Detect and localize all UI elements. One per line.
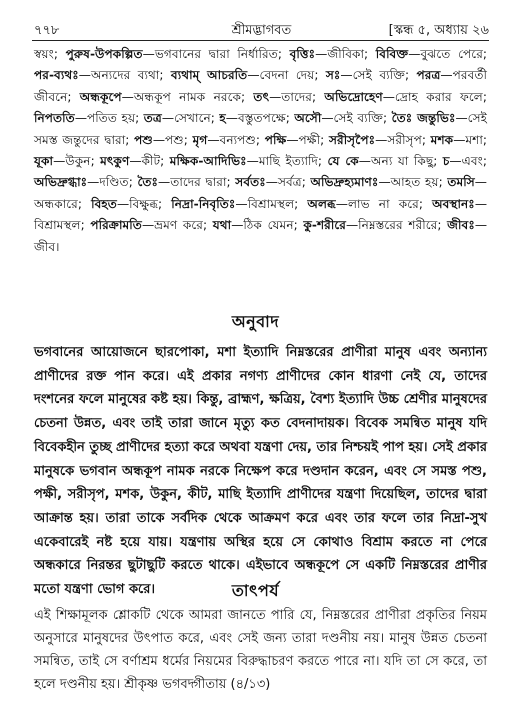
synonym-term: চ	[442, 154, 450, 169]
synonym-meaning: —বিশ্রামস্থল;	[34, 196, 487, 233]
synonym-term: যূকা	[34, 154, 54, 169]
synonym-meaning: —সেই সমস্ত জন্তুদের দ্বারা;	[34, 111, 487, 147]
synonym-meaning: —দণ্ডিত;	[87, 175, 138, 190]
synonym-term: যে কে	[327, 154, 359, 169]
synonym-term: অসৌ	[294, 111, 322, 126]
synonym-term: পশু	[134, 132, 153, 147]
synonym-term: নিপততি	[34, 111, 75, 126]
synonym-term: বৃত্তিঃ	[289, 47, 316, 61]
synonym-meaning: —সেখানে;	[161, 111, 220, 126]
synonym-term: বিহত	[91, 196, 117, 211]
page-number: ৭৭৮	[34, 23, 60, 38]
synonym-meaning: —তাদের দ্বারা;	[158, 175, 236, 190]
chapter-reference: [স্কন্ধ ৫, অধ্যায় ২৬	[388, 23, 489, 38]
synonym-term: মৃগ	[192, 132, 208, 147]
synonym-meaning: —বন্যপশু;	[207, 132, 265, 147]
synonym-meaning: —জীবিকা;	[315, 47, 376, 61]
synonym-term: পুরুষ-উপকল্পিত	[65, 47, 143, 61]
synonym-term: মশক	[430, 132, 454, 147]
synonym-meaning: —পতিত হয়;	[74, 111, 144, 126]
synonym-meaning: —সরীসৃপ;	[375, 132, 431, 147]
synonym-term: পরত্র	[416, 68, 441, 83]
synonym-meaning: —তাদের;	[269, 89, 325, 104]
synonym-term: অভিদ্রুহ্যমাণঃ	[310, 175, 379, 190]
synonym-meaning: —বেদনা দেয়;	[247, 68, 326, 83]
synonym-term: তমসি	[447, 175, 475, 190]
word-for-word-synonyms	[34, 44, 487, 258]
synonym-term: অভিদ্রোহেণ	[324, 89, 383, 104]
synonym-term: সর্বতঃ	[235, 175, 266, 190]
synonym-meaning: —নিম্নস্তরের শরীরে;	[345, 218, 448, 233]
synonym-term: বিবিক্ত	[375, 47, 409, 61]
synonym-term: হ	[219, 111, 226, 126]
synonym-term: তৎ	[253, 89, 270, 104]
synonym-meaning: —উকুন;	[53, 154, 101, 169]
synonym-term: যথা	[212, 218, 232, 233]
synonym-term: কু-শরীরে	[303, 218, 346, 233]
purport-heading: তাৎপর্য	[231, 581, 280, 600]
synonym-meaning: —ভ্রমণ করে;	[141, 218, 213, 233]
synonym-meaning: স্বয়ং;	[34, 47, 66, 61]
synonym-term: জীবঃ	[447, 218, 475, 233]
translation-paragraph: ভগবানের আয়োজনে ছারপোকা, মশা ইত্যাদি নিম্নস্তরের প্রাণীরা মানুষ এবং অন্যান্য প্রাণীদের রক্ত পান করে। এই প্রকার নগণ্য প্রাণীদের কোন ধারণা নেই যে, তাদের দংশনের ফলে মানুষের কষ্ট হয়। কিন্তু, ব্রাহ্মণ, ক্ষত্রিয়, বৈশ্য ইত্যাদি উচ্চ শ্রেণীর মানুষদের চেতনা উন্নত, এবং তাই তারা জানে মৃত্যু কত বেদনাদায়ক। বিবেক সমন্বিত মানুষ যদি বিবেকহীন তুচ্ছ প্রাণীদের হত্যা করে অথবা যন্ত্রণা দেয়, তার নিশ্চয়ই পাপ হয়। সেই প্রকার মানুষকে ভগবান অন্ধকূপ নামক নরকে নিক্ষেপ করে দণ্ডদান করেন, এবং সে সমস্ত পশু, পক্ষী, সরীসৃপ, মশক, উকুন, কীট, মাছি ইত্যাদি প্রাণীদের যন্ত্রণা দিয়েছিল, তাদের দ্বারা আক্রান্ত হয়। তারা তাকে সর্বদিক থেকে আক্রমণ করে এবং তার ফলে তার নিদ্রা-সুখ একেবারেই নষ্ট হয়ে যায়। যন্ত্রণায় অস্থির হয়ে সে কোথাও বিশ্রাম করতে না পেরে অন্ধকারে নিরন্তর ছুটাছুটি করতে থাকে। এইভাবে অন্ধকূপে সে একটি নিম্নস্তরের প্রাণীর মতো যন্ত্রণা ভোগ করে।	[34, 345, 487, 598]
synonym-term: অবস্থানঃ	[432, 196, 475, 211]
synonym-meaning: —অন্ধকারে;	[34, 175, 487, 211]
synonym-term: সরীসৃপৈঃ	[328, 132, 376, 147]
synonym-term: তত্র	[143, 111, 162, 126]
synonym-term: ব্যথাম্ আচরতি	[170, 68, 248, 83]
synonym-meaning: —বস্তুতপক্ষে;	[225, 111, 295, 126]
synonym-meaning: —সেই ব্যক্তি;	[321, 111, 392, 126]
synonym-meaning: —পরবর্তী জীবনে;	[34, 68, 487, 104]
synonym-meaning: —পশু;	[152, 132, 193, 147]
synonym-meaning: —ভগবানের দ্বারা নির্ধারিত;	[142, 47, 290, 61]
synonym-meaning: —মশা;	[453, 132, 487, 147]
synonym-meaning: —মাছি ইত্যাদি;	[246, 154, 328, 169]
synonym-meaning: —আহত হয়;	[378, 175, 448, 190]
synonym-term: অভিদ্রুগ্ধাঃ	[34, 175, 88, 190]
synonym-term: তৈঃ জন্তুভিঃ	[391, 111, 456, 126]
synonym-term: মৎকুণ	[100, 154, 130, 169]
header-divider	[32, 40, 489, 41]
synonym-meaning: —জীব।	[34, 218, 487, 254]
synonym-meaning: —ঠিক যেমন;	[231, 218, 304, 233]
purport-paragraph: এই শিক্ষামূলক শ্লোকটি থেকে আমরা জানতে পারি যে, নিম্নস্তরের প্রাণীরা প্রকৃতির নিয়ম অনুসারে মানুষদের উৎপাত করে, এবং সেই জন্য তারা দণ্ডনীয় নয়। মানুষ উন্নত চেতনা সমন্বিত, তাই সে বর্ণাশ্রম ধর্মের নিয়মের বিরুদ্ধাচরণ করতে পারে না। যদি তা সে করে, তা হলে দণ্ডনীয় হয়। শ্রীকৃষ্ণ ভগবদ্গীতায় (৪/১৩)	[34, 608, 487, 692]
synonym-meaning: —এবং;	[449, 154, 487, 169]
synonym-meaning: —কীট;	[129, 154, 170, 169]
translation-heading: অনুবাদ	[231, 312, 280, 331]
book-title: শ্রীমদ্ভাগবত	[231, 23, 292, 38]
synonym-term: অলব্ধ	[307, 196, 336, 211]
synonym-meaning: —লাভ না করে;	[335, 196, 433, 211]
synonym-term: তৈঃ	[137, 175, 159, 190]
synonym-meaning: —বিশ্রামস্থল;	[235, 196, 308, 211]
synonym-term: নিদ্রা-নিবৃতিঃ	[171, 196, 236, 211]
synonym-meaning: —অন্য যা কিছু;	[358, 154, 443, 169]
page-header	[34, 22, 489, 40]
synonym-term: সঃ	[325, 68, 341, 83]
synonym-meaning: —দ্রোহ করার ফলে;	[382, 89, 487, 104]
synonym-meaning: —বুঝতে পেরে;	[408, 47, 488, 61]
synonym-meaning: —বিক্ষুব্ধ;	[116, 196, 172, 211]
synonym-meaning: —সেই ব্যক্তি;	[340, 68, 417, 83]
synonym-term: পরিক্রামতি	[90, 218, 142, 233]
synonym-meaning: —সর্বত্র;	[265, 175, 311, 190]
synonym-term: পক্ষি	[264, 132, 287, 147]
synonym-meaning: —অন্ধকূপ নামক নরকে;	[121, 89, 254, 104]
synonym-term: মক্ষিক-আদিভিঃ	[169, 154, 247, 169]
synonym-term: অন্ধকূপে	[79, 89, 122, 104]
synonym-meaning: —পক্ষী;	[286, 132, 329, 147]
synonym-meaning: —অন্যদের ব্যথা;	[78, 68, 171, 83]
synonym-term: পর-ব্যথঃ	[34, 68, 79, 83]
